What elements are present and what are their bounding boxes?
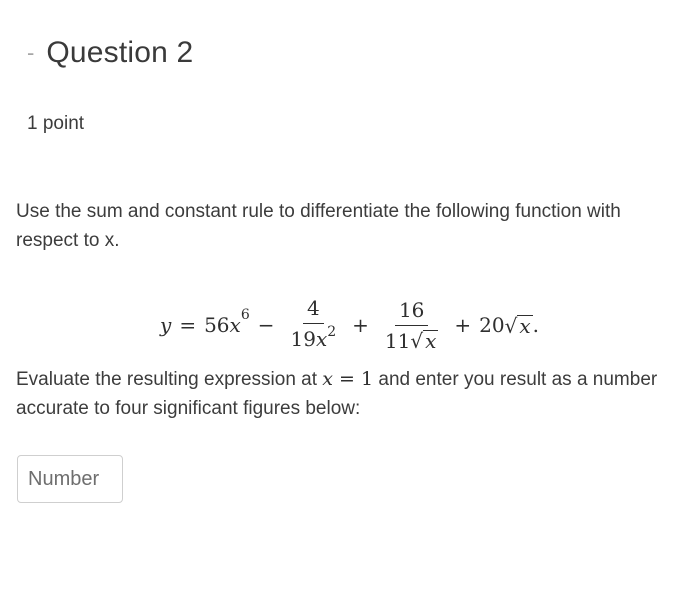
question-points: 1 point bbox=[27, 113, 85, 134]
eq-term4-coef: 20 bbox=[479, 313, 505, 337]
eq-fraction-2 bbox=[381, 299, 442, 352]
eq-frac2-denominator bbox=[381, 326, 442, 352]
eq-minus: − bbox=[257, 313, 275, 337]
inline-math-x-equals-1 bbox=[322, 368, 373, 390]
question-header bbox=[27, 36, 193, 70]
eq-term4-sqrt bbox=[505, 315, 533, 336]
function-equation bbox=[160, 290, 539, 360]
eq-frac2-radical-sign: √ bbox=[410, 328, 424, 353]
eq-plus-2: + bbox=[454, 313, 472, 337]
eq-term1-coef: 56 bbox=[204, 313, 230, 337]
eq-term4-radical-sign: √ bbox=[504, 313, 518, 338]
eq-plus-1: + bbox=[352, 313, 369, 337]
eq-frac2-numerator: 16 bbox=[395, 299, 428, 326]
eq-end-period: . bbox=[532, 313, 540, 337]
eq-frac2-radicand: x bbox=[425, 328, 437, 353]
eq-equals: = bbox=[179, 313, 197, 337]
eq-term1-exp: 6 bbox=[240, 307, 250, 323]
eq-term1-var: x bbox=[229, 313, 241, 337]
answer-number-input[interactable] bbox=[17, 455, 123, 503]
eq-frac2-sqrt bbox=[410, 330, 438, 351]
eq-frac1-den-coef: 19 bbox=[290, 327, 316, 351]
question-prompt: Use the sum and constant rule to differentiate the following function with respect to x. bbox=[16, 201, 621, 251]
eq-term4-radicand: x bbox=[519, 313, 531, 338]
inline-math-eq: = bbox=[333, 368, 362, 390]
collapse-toggle[interactable]: - bbox=[27, 40, 35, 65]
eq-frac1-denominator bbox=[287, 324, 341, 353]
inline-math-val: 1 bbox=[361, 368, 374, 390]
eq-frac1-den-var: x bbox=[315, 327, 328, 351]
eq-lhs-var: y bbox=[160, 313, 172, 337]
instructions-after: and enter you result as a number accurate to four significant figures below: bbox=[16, 369, 658, 419]
evaluation-instructions bbox=[16, 365, 686, 423]
eq-frac1-numerator: 4 bbox=[303, 297, 324, 324]
eq-frac1-den-exp: 2 bbox=[327, 324, 337, 340]
eq-frac2-den-coef: 11 bbox=[384, 328, 411, 353]
inline-math-var: x bbox=[322, 368, 334, 390]
question-title: Question 2 bbox=[46, 36, 194, 69]
eq-fraction-1 bbox=[287, 297, 341, 353]
instructions-before: Evaluate the resulting expression at bbox=[16, 369, 323, 390]
